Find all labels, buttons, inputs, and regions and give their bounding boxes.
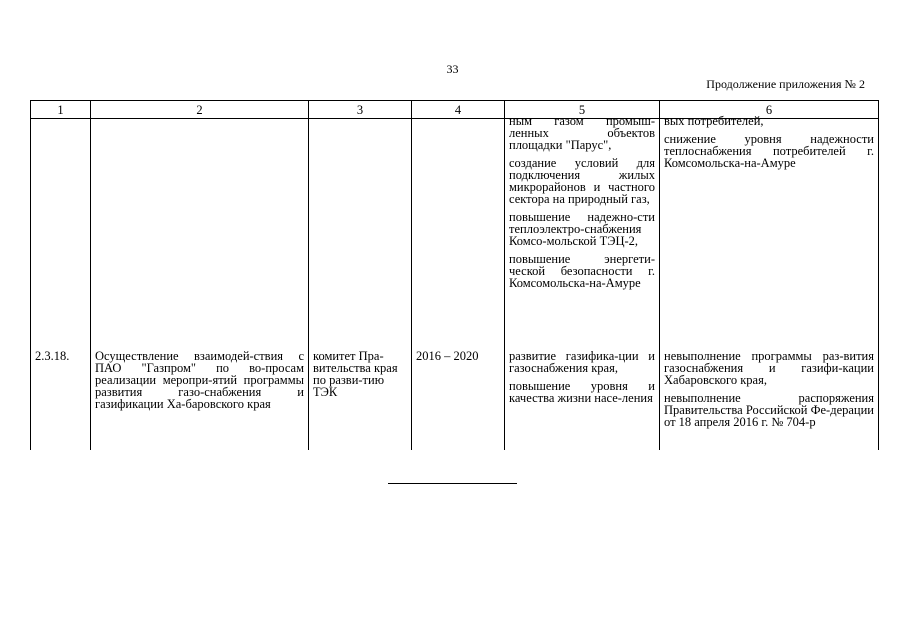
cont-cell-2 bbox=[91, 119, 309, 348]
expected-result bbox=[505, 347, 660, 450]
header-col-5: 5 bbox=[505, 101, 660, 119]
row-number: 2.3.18. bbox=[31, 347, 91, 450]
header-col-6: 6 bbox=[660, 101, 879, 119]
executor: комитет Пра-вительства края по разви-тию ТЭК bbox=[309, 347, 412, 450]
table-row-2-3-18 bbox=[31, 347, 879, 450]
result-item: повышение уровня и качества жизни насе-ления bbox=[509, 379, 655, 405]
cont-cell-6 bbox=[660, 114, 879, 348]
consequences bbox=[660, 347, 879, 450]
cont-cell-1 bbox=[31, 119, 91, 348]
cont-cell-3 bbox=[309, 119, 412, 348]
appendix-table bbox=[30, 100, 879, 450]
header-col-2: 2 bbox=[91, 101, 309, 119]
cont-cell-5 bbox=[505, 114, 660, 348]
footer-rule bbox=[388, 483, 517, 484]
table-row-continuation bbox=[31, 119, 879, 348]
consequence-item: снижение уровня надежности теплоснабжения потребителей г. Комсомольска-на-Амуре bbox=[664, 132, 874, 170]
measure-description: Осуществление взаимодей-ствия с ПАО "Газпром" по во-просам реализации меропри-ятий программы развития газо-снабжения и газификации Ха-баровского края bbox=[91, 347, 309, 450]
result-item: повышение энергети-ческой безопасности г. Комсомольска-на-Амуре bbox=[509, 252, 655, 290]
result-item: создание условий для подключения жилых микрорайонов и частного сектора на природный газ, bbox=[509, 156, 655, 206]
continuation-note: Продолжение приложения № 2 bbox=[706, 77, 865, 91]
result-item: развитие газифика-ции и газоснабжения края, bbox=[509, 349, 655, 375]
result-item: ным газом промыш-ленных объектов площадки "Парус", bbox=[509, 114, 655, 152]
header-col-3: 3 bbox=[309, 101, 412, 119]
header-col-4: 4 bbox=[412, 101, 505, 119]
page-number: 33 bbox=[446, 62, 459, 76]
header-col-1: 1 bbox=[31, 101, 91, 119]
cont-cell-4 bbox=[412, 119, 505, 348]
consequence-item: невыполнение распоряжения Правительства Российской Фе-дерации от 18 апреля 2016 г. № 704-р bbox=[664, 391, 874, 429]
period: 2016 – 2020 bbox=[412, 347, 505, 450]
consequence-item: невыполнение программы раз-вития газоснабжения и газифи-кации Хабаровского края, bbox=[664, 349, 874, 387]
consequence-item: вых потребителей, bbox=[664, 114, 764, 128]
result-item: повышение надежно-сти теплоэлектро-снабжения Комсо-мольской ТЭЦ-2, bbox=[509, 210, 655, 248]
